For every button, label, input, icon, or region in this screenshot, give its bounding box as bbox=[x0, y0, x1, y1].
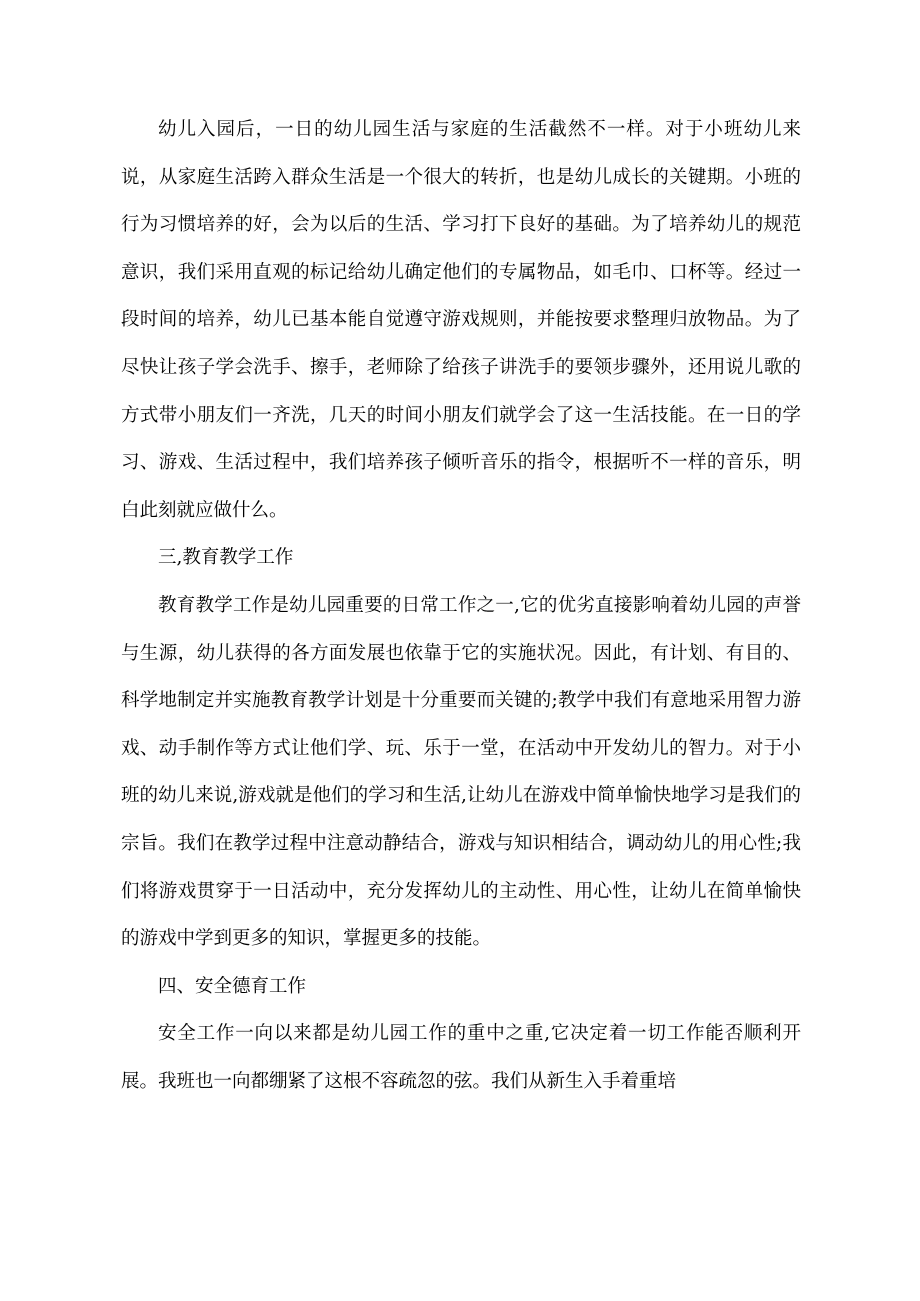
paragraph-education: 教育教学工作是幼儿园重要的日常工作之一,它的优劣直接影响着幼儿园的声誉与生源，幼儿获得的各方面发展也依靠于它的实施状况。因此，有计划、有目的、科学地制定并实施教育教学计划是十分重要而关键的;教学中我们有意地采用智力游戏、动手制作等方式让他们学、玩、乐于一堂，在活动中开发幼儿的智力。对于小班的幼儿来说,游戏就是他们的学习和生活,让幼儿在游戏中简单愉快地学习是我们的宗旨。我们在教学过程中注意动静结合，游戏与知识相结合，调动幼儿的用心性;我们将游戏贯穿于一日活动中，充分发挥幼儿的主动性、用心性，让幼儿在简单愉快的游戏中学到更多的知识，掌握更多的技能。 bbox=[121, 594, 801, 950]
section-heading-education: 三,教育教学工作 bbox=[158, 547, 294, 569]
paragraph-daily-routine: 幼儿入园后，一日的幼儿园生活与家庭的生活截然不一样。对于小班幼儿来说，从家庭生活跨入群众生活是一个很大的转折，也是幼儿成长的关键期。小班的行为习惯培养的好，会为以后的生活、学习打下良好的基础。为了培养幼儿的规范意识，我们采用直观的标记给幼儿确定他们的专属物品，如毛巾、口杯等。经过一段时间的培养，幼儿已基本能自觉遵守游戏规则，并能按要求整理归放物品。为了尽快让孩子学会洗手、擦手，老师除了给孩子讲洗手的要领步骤外，还用说儿歌的方式带小朋友们一齐洗，几天的时间小朋友们就学会了这一生活技能。在一日的学习、游戏、生活过程中，我们培养孩子倾听音乐的指令，根据听不一样的音乐，明白此刻就应做什么。 bbox=[121, 119, 801, 521]
section-heading-safety: 四、安全德育工作 bbox=[158, 975, 307, 997]
paragraph-safety: 安全工作一向以来都是幼儿园工作的重中之重,它决定着一切工作能否顺利开展。我班也一向都绷紧了这根不容疏忽的弦。我们从新生入手着重培 bbox=[121, 1023, 801, 1092]
document-page bbox=[121, 106, 801, 1105]
